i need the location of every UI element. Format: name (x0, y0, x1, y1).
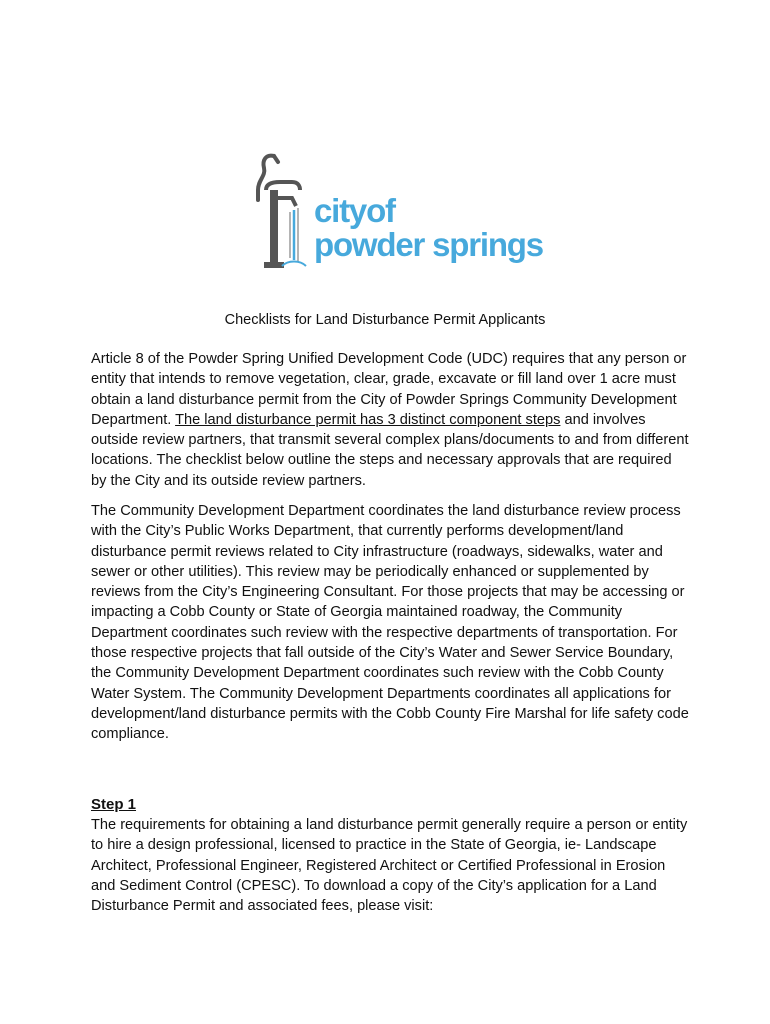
intro-text-part1: Article 8 of the Powder Spring Unified Development Code (UDC) requires that any person or entity that intends to remove vegetation, clear, grade, excavate or fill land over 1 acre must obtain a land disturbance permit from the City of Powder Springs Community Development Department. (91, 351, 687, 428)
intro-paragraph (91, 349, 691, 491)
water-pump-icon (252, 150, 314, 272)
intro-underlined-text: The land disturbance permit has 3 distinct component steps (175, 411, 561, 428)
step-1-heading: Step 1 (91, 796, 137, 813)
logo-text-powder-springs: powder springs (314, 226, 543, 263)
city-logo (252, 150, 543, 272)
logo-text-city-of: cityof (314, 192, 395, 229)
document-title: Checklists for Land Disturbance Permit Applicants (224, 312, 546, 328)
intro-text-part2: and involves outside review partners, that transmit several complex plans/documents to and from different locations. The checklist below outline the steps and necessary approvals that are required by the City and its outside review partners. (91, 411, 689, 489)
step-1-paragraph: The requirements for obtaining a land disturbance permit generally require a person or entity to hire a design professional, licensed to practice in the State of Georgia, ie- Landscape Architect, Professional Engineer, Registered Architect or Certified Professional in Erosion and Sediment Control (CPESC). To download a copy of the City’s application for a Land Disturbance Permit and associated fees, please visit: (91, 817, 688, 915)
coordination-paragraph: The Community Development Department coordinates the land disturbance review process with the City’s Public Works Department, that currently performs development/land disturbance permit reviews related to City infrastructure (roadways, sidewalks, water and sewer or other utilities). This review may be periodically enhanced or supplemented by reviews from the City’s Engineering Consultant. For those projects that may be accessing or impacting a Cobb County or State of Georgia maintained roadway, the Community Department coordinates such review with the respective departments of transportation. For those respective projects that fall outside of the City’s Water and Sewer Service Boundary, the Community Development Department coordinates such review with the Cobb County Water System. The Community Development Departments coordinates all applications for development/land disturbance permits with the Cobb County Fire Marshal for life safety code compliance. (91, 503, 689, 743)
